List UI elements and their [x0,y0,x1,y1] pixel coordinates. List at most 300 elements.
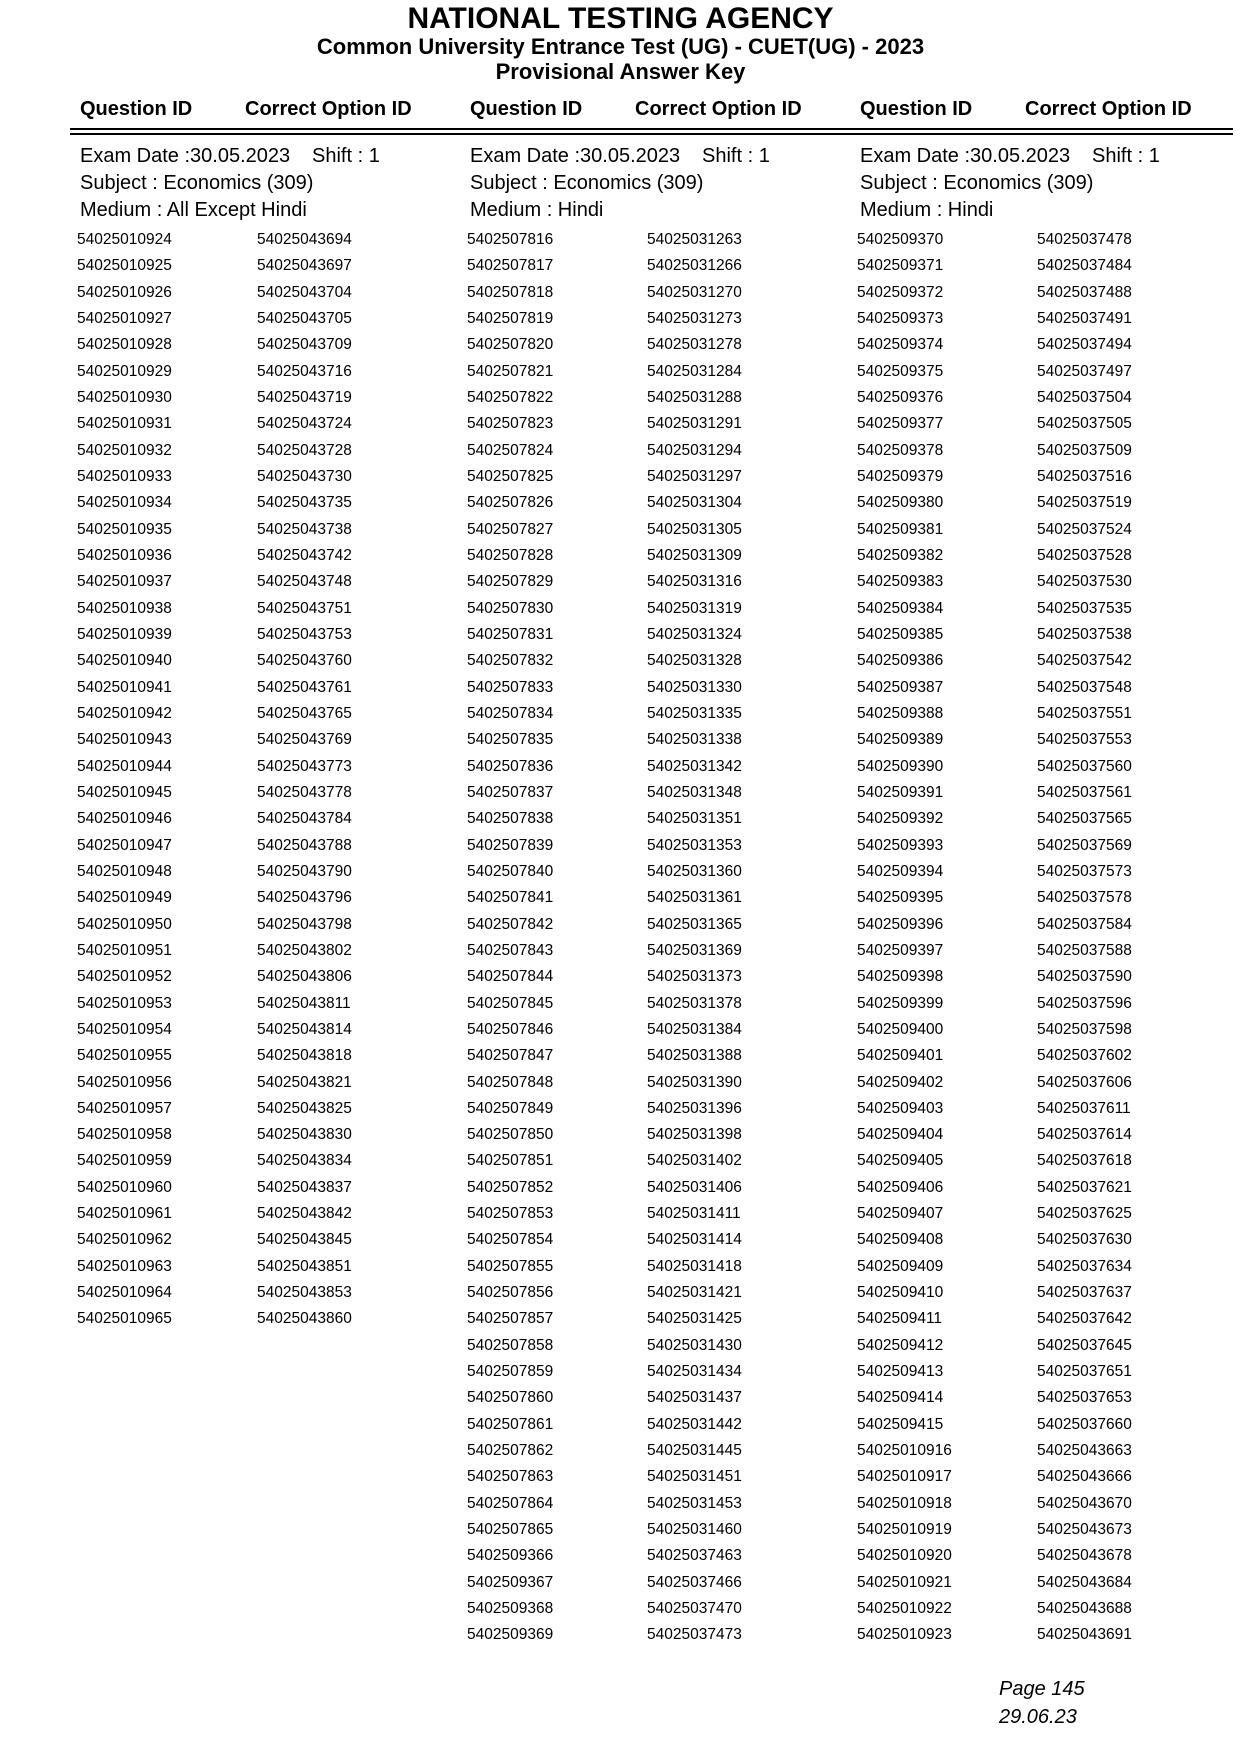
correct-option-id-cell: 54025043778 [257,783,352,801]
question-id-cell: 5402507856 [467,1284,554,1302]
question-id-cell: 5402509411 [857,1310,943,1328]
table-row [467,1438,840,1464]
table-row [77,938,450,964]
document-type: Provisional Answer Key [495,59,746,84]
correct-option-id-cell: 54025043773 [257,757,352,775]
question-id-cell: 5402507832 [467,652,554,670]
table-row [857,622,1230,648]
table-row [857,1254,1230,1280]
question-id-cell: 54025010942 [77,704,172,722]
question-id-cell: 5402507845 [467,994,554,1012]
correct-option-id-cell: 54025043760 [257,652,352,670]
table-row [467,1412,840,1438]
correct-option-id-cell: 54025037478 [1037,231,1132,248]
exam-date: Exam Date :30.05.2023 [860,145,1071,167]
question-id-cell: 54025010917 [857,1468,952,1486]
correct-option-id-cell: 54025043769 [257,731,352,749]
table-row [467,490,840,516]
table-row [467,306,840,332]
correct-option-id-cell: 54025037596 [1037,994,1132,1012]
table-row [467,1096,840,1122]
correct-option-id-cell: 54025043742 [257,546,352,564]
question-id-cell: 5402507863 [467,1468,554,1486]
table-row [77,385,450,411]
table-row [857,1227,1230,1253]
table-row [857,517,1230,543]
table-row [77,464,450,490]
table-row [857,359,1230,385]
question-id-cell: 54025010943 [77,731,172,749]
correct-option-id-cell: 54025037630 [1037,1231,1132,1249]
answer-rows [467,227,840,1649]
question-id-cell: 5402507852 [467,1178,554,1196]
correct-option-id-cell: 54025031297 [647,467,742,485]
correct-option-id-cell: 54025043790 [257,862,352,880]
table-row [857,280,1230,306]
page-number: Page 145 [999,1678,1085,1700]
question-id-cell: 5402507850 [467,1126,554,1144]
table-row [77,1254,450,1280]
table-row [857,253,1230,279]
table-row [857,1438,1230,1464]
table-row [857,1043,1230,1069]
question-id-cell: 5402509412 [857,1336,944,1354]
table-row [467,1280,840,1306]
correct-option-id-cell: 54025037634 [1037,1257,1132,1275]
correct-option-id-cell: 54025037618 [1037,1152,1132,1170]
question-id-cell: 5402507824 [467,441,554,459]
table-row [467,280,840,306]
correct-option-id-cell: 54025037535 [1037,599,1132,617]
table-row [77,411,450,437]
exam-title: Common University Entrance Test (UG) - CUET(UG) - 2023 [316,34,925,59]
question-id-cell: 54025010920 [857,1547,952,1565]
correct-option-id-cell: 54025037653 [1037,1389,1132,1407]
table-row [467,464,840,490]
table-row [857,1491,1230,1517]
correct-option-id-cell: 54025031316 [647,573,742,591]
question-id-cell: 54025010922 [857,1600,952,1618]
table-row [467,1201,840,1227]
table-row [857,859,1230,885]
question-id-cell: 54025010948 [77,862,172,880]
correct-option-id-cell: 54025037473 [647,1626,742,1644]
question-id-cell: 5402509376 [857,388,944,406]
correct-option-id-cell: 54025043845 [257,1231,352,1249]
correct-option-id-cell: 54025031418 [647,1257,742,1275]
question-id-cell: 54025010945 [77,783,172,801]
correct-option-id-cell: 54025037491 [1037,309,1132,327]
correct-option-id-cell: 54025037488 [1037,283,1132,301]
correct-option-id-cell: 54025037560 [1037,757,1132,775]
question-id-cell: 5402507853 [467,1205,554,1223]
table-row [467,859,840,885]
correct-option-id-cell: 54025043784 [257,810,352,828]
column-header-correct-option-id: Correct Option ID [1025,98,1192,120]
question-id-cell: 54025010927 [77,309,172,327]
table-row [77,727,450,753]
correct-option-id-cell: 54025037598 [1037,1020,1132,1038]
table-row [77,438,450,464]
table-row [467,701,840,727]
correct-option-id-cell: 54025043761 [257,678,352,696]
question-id-cell: 5402509375 [857,362,944,380]
correct-option-id-cell: 54025037602 [1037,1047,1132,1065]
table-row [467,912,840,938]
question-id-cell: 5402509370 [857,231,944,248]
correct-option-id-cell: 54025037494 [1037,336,1132,354]
table-row [857,464,1230,490]
question-id-cell: 5402509387 [857,678,944,696]
column-header-correct-option-id: Correct Option ID [245,98,412,120]
correct-option-id-cell: 54025031284 [647,362,742,380]
table-row [77,622,450,648]
correct-option-id-cell: 54025043821 [257,1073,352,1091]
correct-option-id-cell: 54025043811 [257,994,351,1012]
question-id-cell: 54025010931 [77,415,172,433]
table-row [467,806,840,832]
question-id-cell: 54025010919 [857,1521,952,1539]
correct-option-id-cell: 54025043753 [257,625,352,643]
question-id-cell: 54025010958 [77,1126,172,1144]
table-row [467,253,840,279]
question-id-cell: 5402507817 [467,257,554,275]
table-row [857,1412,1230,1438]
correct-option-id-cell: 54025043730 [257,467,352,485]
answer-rows [857,227,1230,1649]
table-row [467,569,840,595]
question-id-cell: 5402507846 [467,1020,554,1038]
correct-option-id-cell: 54025037516 [1037,467,1132,485]
question-id-cell: 54025010961 [77,1205,172,1223]
correct-option-id-cell: 54025031335 [647,704,742,722]
table-row [857,438,1230,464]
correct-option-id-cell: 54025031406 [647,1178,742,1196]
correct-option-id-cell: 54025043814 [257,1020,352,1038]
exam-info-line [80,143,450,170]
table-row [467,1359,840,1385]
question-id-cell: 5402507861 [467,1415,554,1433]
question-id-cell: 54025010962 [77,1231,172,1249]
correct-option-id-cell: 54025031305 [647,520,742,538]
correct-option-id-cell: 54025043834 [257,1152,352,1170]
correct-option-id-cell: 54025043765 [257,704,352,722]
table-row [467,543,840,569]
table-row [857,701,1230,727]
table-row [467,1306,840,1332]
question-id-cell: 5402509380 [857,494,944,512]
question-id-cell: 5402509369 [467,1626,554,1644]
question-id-cell: 5402509397 [857,941,944,959]
table-row [857,1280,1230,1306]
correct-option-id-cell: 54025031378 [647,994,742,1012]
table-row [77,912,450,938]
correct-option-id-cell: 54025031434 [647,1363,742,1381]
table-row [857,806,1230,832]
correct-option-id-cell: 54025031360 [647,862,742,880]
correct-option-id-cell: 54025043705 [257,309,352,327]
question-id-cell: 5402509388 [857,704,944,722]
table-row [467,1122,840,1148]
table-row [467,1175,840,1201]
correct-option-id-cell: 54025037504 [1037,388,1132,406]
question-id-cell: 5402507821 [467,362,554,380]
question-id-cell: 5402507838 [467,810,554,828]
question-id-cell: 5402509379 [857,467,944,485]
table-row [467,727,840,753]
correct-option-id-cell: 54025043837 [257,1178,352,1196]
correct-option-id-cell: 54025043663 [1037,1442,1132,1460]
question-id-cell: 54025010964 [77,1284,172,1302]
column-header-question-id: Question ID [470,98,583,120]
table-row [857,991,1230,1017]
correct-option-id-cell: 54025037538 [1037,625,1132,643]
question-id-cell: 54025010921 [857,1573,952,1591]
question-id-cell: 5402509414 [857,1389,944,1407]
question-id-cell: 5402509374 [857,336,944,354]
correct-option-id-cell: 54025037625 [1037,1205,1132,1223]
question-id-cell: 5402509413 [857,1363,944,1381]
correct-option-id-cell: 54025031421 [647,1284,742,1302]
question-id-cell: 5402509383 [857,573,944,591]
exam-info-line [860,143,1230,170]
question-id-cell: 54025010940 [77,652,172,670]
question-id-cell: 54025010936 [77,546,172,564]
correct-option-id-cell: 54025037528 [1037,546,1132,564]
table-row [467,885,840,911]
question-id-cell: 5402507857 [467,1310,554,1328]
table-row [77,1201,450,1227]
question-id-cell: 5402507839 [467,836,554,854]
table-row [857,1148,1230,1174]
correct-option-id-cell: 54025031328 [647,652,742,670]
question-id-cell: 5402509408 [857,1231,944,1249]
correct-option-id-cell: 54025031361 [647,889,742,907]
correct-option-id-cell: 54025031270 [647,283,742,301]
correct-option-id-cell: 54025043748 [257,573,352,591]
correct-option-id-cell: 54025043818 [257,1047,352,1065]
question-id-cell: 5402509407 [857,1205,944,1223]
correct-option-id-cell: 54025037651 [1037,1363,1132,1381]
table-row [467,1385,840,1411]
correct-option-id-cell: 54025037588 [1037,941,1132,959]
correct-option-id-cell: 54025037614 [1037,1126,1132,1144]
question-id-cell: 54025010941 [77,678,172,696]
correct-option-id-cell: 54025037524 [1037,520,1132,538]
question-id-cell: 5402509368 [467,1600,554,1618]
question-id-cell: 54025010956 [77,1073,172,1091]
subject: Subject : Economics (309) [860,172,1094,194]
table-row [857,964,1230,990]
table-row [467,1543,840,1569]
question-id-cell: 5402509382 [857,546,944,564]
correct-option-id-cell: 54025043684 [1037,1573,1132,1591]
correct-option-id-cell: 54025031460 [647,1521,742,1539]
question-id-cell: 54025010946 [77,810,172,828]
table-row [857,1175,1230,1201]
table-row [857,1017,1230,1043]
answer-key-block-2 [467,143,840,1649]
correct-option-id-cell: 54025031414 [647,1231,742,1249]
table-row [467,1148,840,1174]
table-row [857,227,1230,253]
question-id-cell: 5402509386 [857,652,944,670]
question-id-cell: 54025010954 [77,1020,172,1038]
table-row [857,1306,1230,1332]
exam-info-line [470,143,840,170]
correct-option-id-cell: 54025031442 [647,1415,742,1433]
correct-option-id-cell: 54025043802 [257,941,352,959]
table-row [467,1570,840,1596]
correct-option-id-cell: 54025043798 [257,915,352,933]
question-id-cell: 5402509371 [857,257,944,275]
question-id-cell: 5402509398 [857,968,944,986]
table-row [467,596,840,622]
table-row [467,411,840,437]
question-id-cell: 5402509393 [857,836,944,854]
correct-option-id-cell: 54025043666 [1037,1468,1132,1486]
table-row [467,1464,840,1490]
correct-option-id-cell: 54025037578 [1037,889,1132,907]
question-id-cell: 5402509367 [467,1573,554,1591]
question-id-cell: 5402509410 [857,1284,944,1302]
question-id-cell: 54025010928 [77,336,172,354]
table-row [857,596,1230,622]
correct-option-id-cell: 54025037497 [1037,362,1132,380]
table-row [467,1491,840,1517]
table-row [77,806,450,832]
table-row [467,675,840,701]
table-row [77,991,450,1017]
table-row [77,306,450,332]
table-row [857,833,1230,859]
correct-option-id-cell: 54025031291 [647,415,742,433]
question-id-cell: 5402509390 [857,757,944,775]
answer-rows [77,227,450,1333]
table-row [77,885,450,911]
correct-option-id-cell: 54025043697 [257,257,352,275]
table-row [467,622,840,648]
correct-option-id-cell: 54025031369 [647,941,742,959]
correct-option-id-cell: 54025031278 [647,336,742,354]
correct-option-id-cell: 54025037466 [647,1573,742,1591]
question-id-cell: 5402507818 [467,283,554,301]
table-row [77,332,450,358]
correct-option-id-cell: 54025037542 [1037,652,1132,670]
table-row [77,359,450,385]
question-id-cell: 54025010960 [77,1178,172,1196]
correct-option-id-cell: 54025031330 [647,678,742,696]
question-id-cell: 5402507830 [467,599,554,617]
correct-option-id-cell: 54025031396 [647,1099,742,1117]
question-id-cell: 5402507836 [467,757,554,775]
question-id-cell: 5402509378 [857,441,944,459]
table-row [857,675,1230,701]
question-id-cell: 5402507820 [467,336,554,354]
table-row [77,1175,450,1201]
medium: Medium : All Except Hindi [80,199,307,221]
correct-option-id-cell: 54025037551 [1037,704,1132,722]
question-id-cell: 5402507841 [467,889,554,907]
correct-option-id-cell: 54025043719 [257,388,352,406]
table-row [857,306,1230,332]
medium: Medium : Hindi [860,199,994,221]
correct-option-id-cell: 54025037470 [647,1600,742,1618]
table-row [857,1517,1230,1543]
table-row [77,253,450,279]
correct-option-id-cell: 54025037611 [1037,1099,1131,1117]
table-row [77,1280,450,1306]
question-id-cell: 54025010932 [77,441,172,459]
correct-option-id-cell: 54025031398 [647,1126,742,1144]
correct-option-id-cell: 54025031309 [647,546,742,564]
question-id-cell: 54025010925 [77,257,172,275]
question-id-cell: 5402509391 [857,783,944,801]
table-row [467,938,840,964]
question-id-cell: 5402507827 [467,520,554,538]
question-id-cell: 5402509409 [857,1257,944,1275]
question-id-cell: 5402509403 [857,1099,944,1117]
question-id-cell: 5402507831 [467,625,554,643]
column-header-question-id: Question ID [80,98,193,120]
question-id-cell: 54025010939 [77,625,172,643]
correct-option-id-cell: 54025031437 [647,1389,742,1407]
table-row [77,1148,450,1174]
correct-option-id-cell: 54025031411 [647,1205,741,1223]
table-row [857,1543,1230,1569]
correct-option-id-cell: 54025043724 [257,415,352,433]
table-row [857,648,1230,674]
correct-option-id-cell: 54025037606 [1037,1073,1132,1091]
agency-title: NATIONAL TESTING AGENCY [407,2,834,35]
correct-option-id-cell: 54025043709 [257,336,352,354]
table-row [857,938,1230,964]
question-id-cell: 5402507822 [467,388,554,406]
correct-option-id-cell: 54025037565 [1037,810,1132,828]
table-row [857,885,1230,911]
question-id-cell: 5402509394 [857,862,944,880]
question-id-cell: 5402507847 [467,1047,554,1065]
correct-option-id-cell: 54025037621 [1037,1178,1132,1196]
question-id-cell: 54025010937 [77,573,172,591]
correct-option-id-cell: 54025031294 [647,441,742,459]
correct-option-id-cell: 54025043851 [257,1257,352,1275]
table-row [77,596,450,622]
correct-option-id-cell: 54025043830 [257,1126,352,1144]
question-id-cell: 5402507826 [467,494,554,512]
correct-option-id-cell: 54025031266 [647,257,742,275]
question-id-cell: 5402507829 [467,573,554,591]
correct-option-id-cell: 54025031445 [647,1442,742,1460]
table-row [857,411,1230,437]
header-divider [70,133,1233,135]
table-row [857,569,1230,595]
correct-option-id-cell: 54025031384 [647,1020,742,1038]
table-row [857,490,1230,516]
shift: Shift : 1 [1092,145,1160,167]
correct-option-id-cell: 54025043694 [257,231,352,248]
question-id-cell: 5402507844 [467,968,554,986]
correct-option-id-cell: 54025031388 [647,1047,742,1065]
question-id-cell: 5402507834 [467,704,554,722]
table-row [857,1122,1230,1148]
table-row [467,438,840,464]
correct-option-id-cell: 54025037505 [1037,415,1132,433]
question-id-cell: 5402507835 [467,731,554,749]
correct-option-id-cell: 54025037645 [1037,1336,1132,1354]
question-id-cell: 54025010963 [77,1257,172,1275]
question-id-cell: 5402509402 [857,1073,944,1091]
